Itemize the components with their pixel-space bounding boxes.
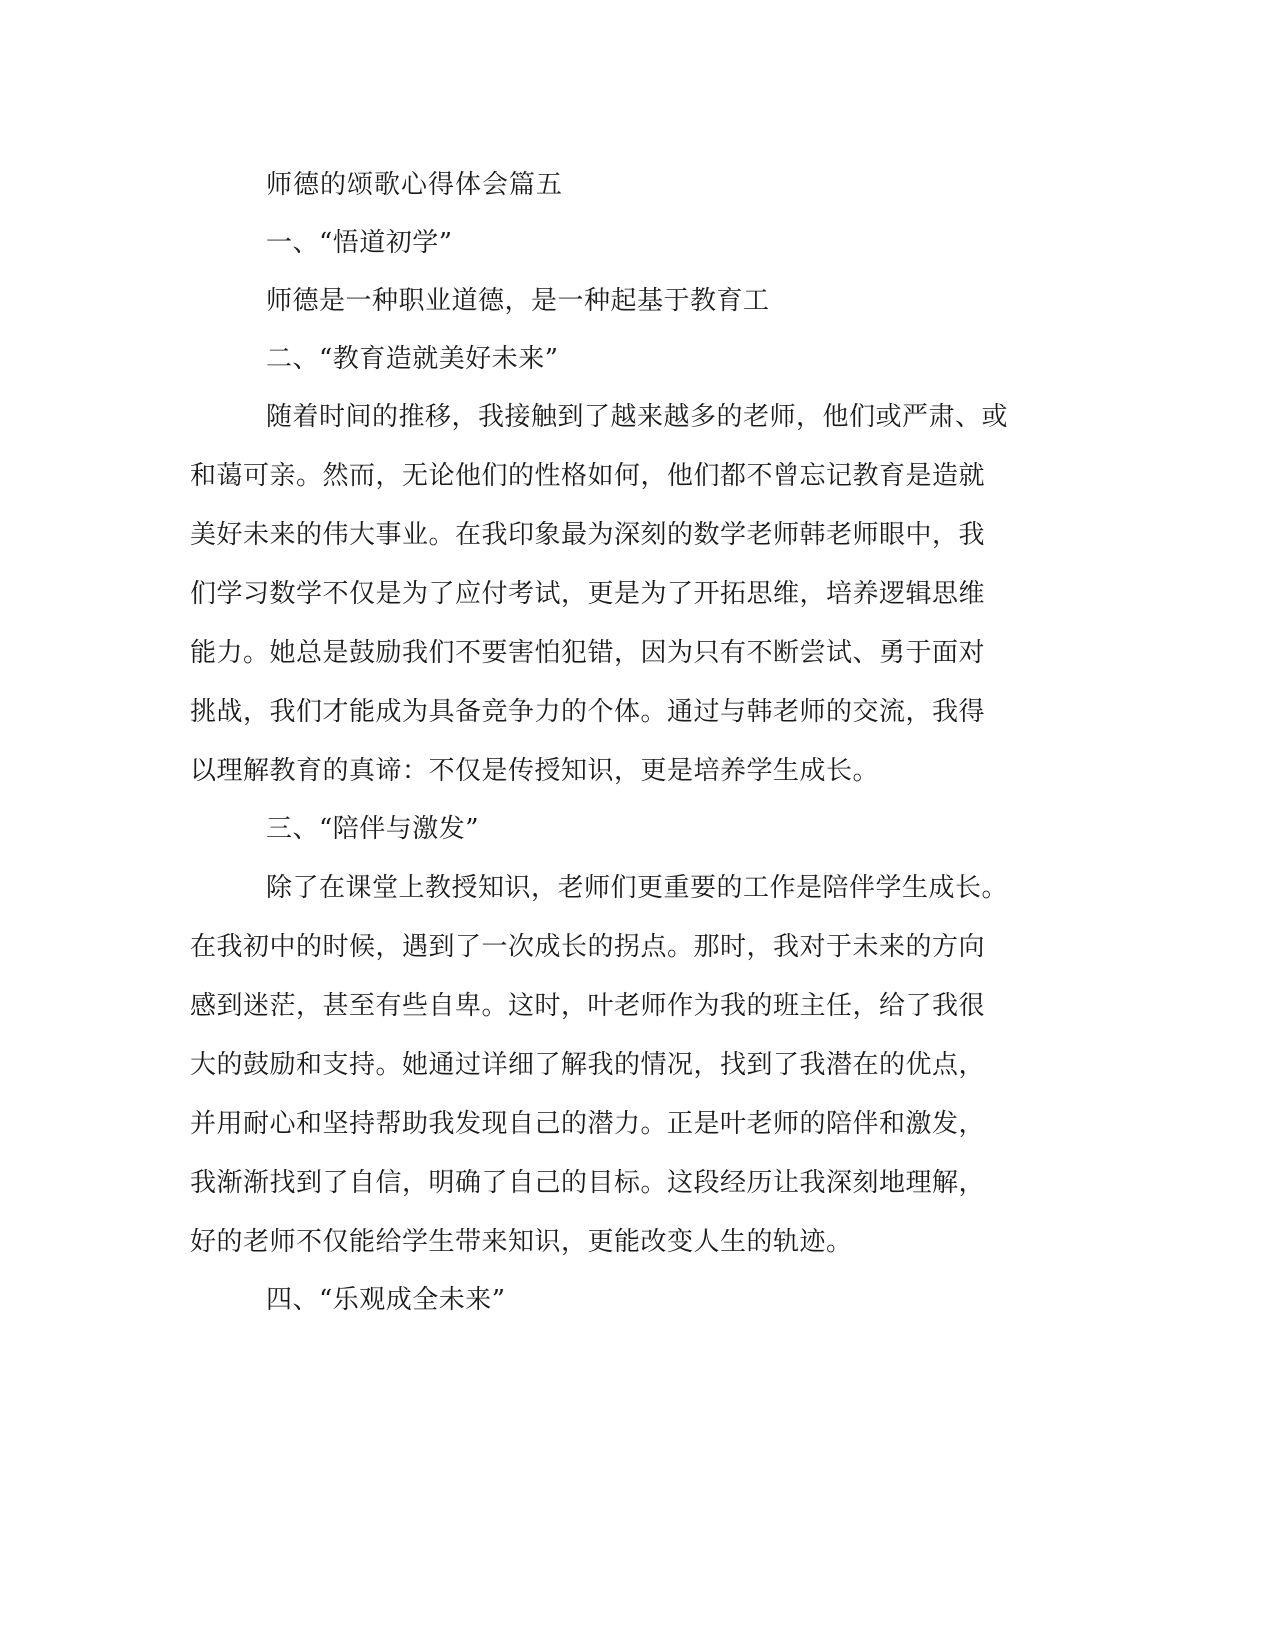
- paragraph-line: 挑战，我们才能成为具备竞争力的个体。通过与韩老师的交流，我得: [190, 697, 986, 727]
- paragraph-line: 感到迷茫，甚至有些自卑。这时，叶老师作为我的班主任，给了我很: [190, 991, 986, 1021]
- paragraph-line: 美好未来的伟大事业。在我印象最为深刻的数学老师韩老师眼中，我: [190, 520, 986, 550]
- paragraph-line: 并用耐心和坚持帮助我发现自己的潜力。正是叶老师的陪伴和激发，: [190, 1109, 986, 1139]
- section-4-heading: 四、“乐观成全未来”: [266, 1285, 506, 1315]
- paragraph-line: 师德是一种职业道德，是一种起基于教育工: [266, 286, 770, 316]
- section-3-heading: 三、“陪伴与激发”: [266, 814, 480, 844]
- paragraph-line: 和蔼可亲。然而，无论他们的性格如何，他们都不曾忘记教育是造就: [190, 461, 986, 491]
- paragraph-line: 们学习数学不仅是为了应付考试，更是为了开拓思维，培养逻辑思维: [190, 579, 986, 609]
- paragraph-line: 好的老师不仅能给学生带来知识，更能改变人生的轨迹。: [190, 1227, 853, 1257]
- paragraph-line: 在我初中的时候，遇到了一次成长的拐点。那时，我对于未来的方向: [190, 932, 986, 962]
- section-1-heading: 一、“悟道初学”: [266, 228, 453, 258]
- section-2-heading: 二、“教育造就美好未来”: [266, 344, 559, 374]
- paragraph-line: 以理解教育的真谛：不仅是传授知识，更是培养学生成长。: [190, 756, 880, 786]
- paragraph-line: 我渐渐找到了自信，明确了自己的目标。这段经历让我深刻地理解，: [190, 1168, 986, 1198]
- paragraph-line: 除了在课堂上教授知识，老师们更重要的工作是陪伴学生成长。: [266, 873, 1009, 903]
- document-title: 师德的颂歌心得体会篇五: [266, 170, 564, 200]
- paragraph-line: 随着时间的推移，我接触到了越来越多的老师，他们或严肃、或: [266, 402, 1009, 432]
- paragraph-line: 大的鼓励和支持。她通过详细了解我的情况，找到了我潜在的优点，: [190, 1050, 986, 1080]
- paragraph-line: 能力。她总是鼓励我们不要害怕犯错，因为只有不断尝试、勇于面对: [190, 638, 986, 668]
